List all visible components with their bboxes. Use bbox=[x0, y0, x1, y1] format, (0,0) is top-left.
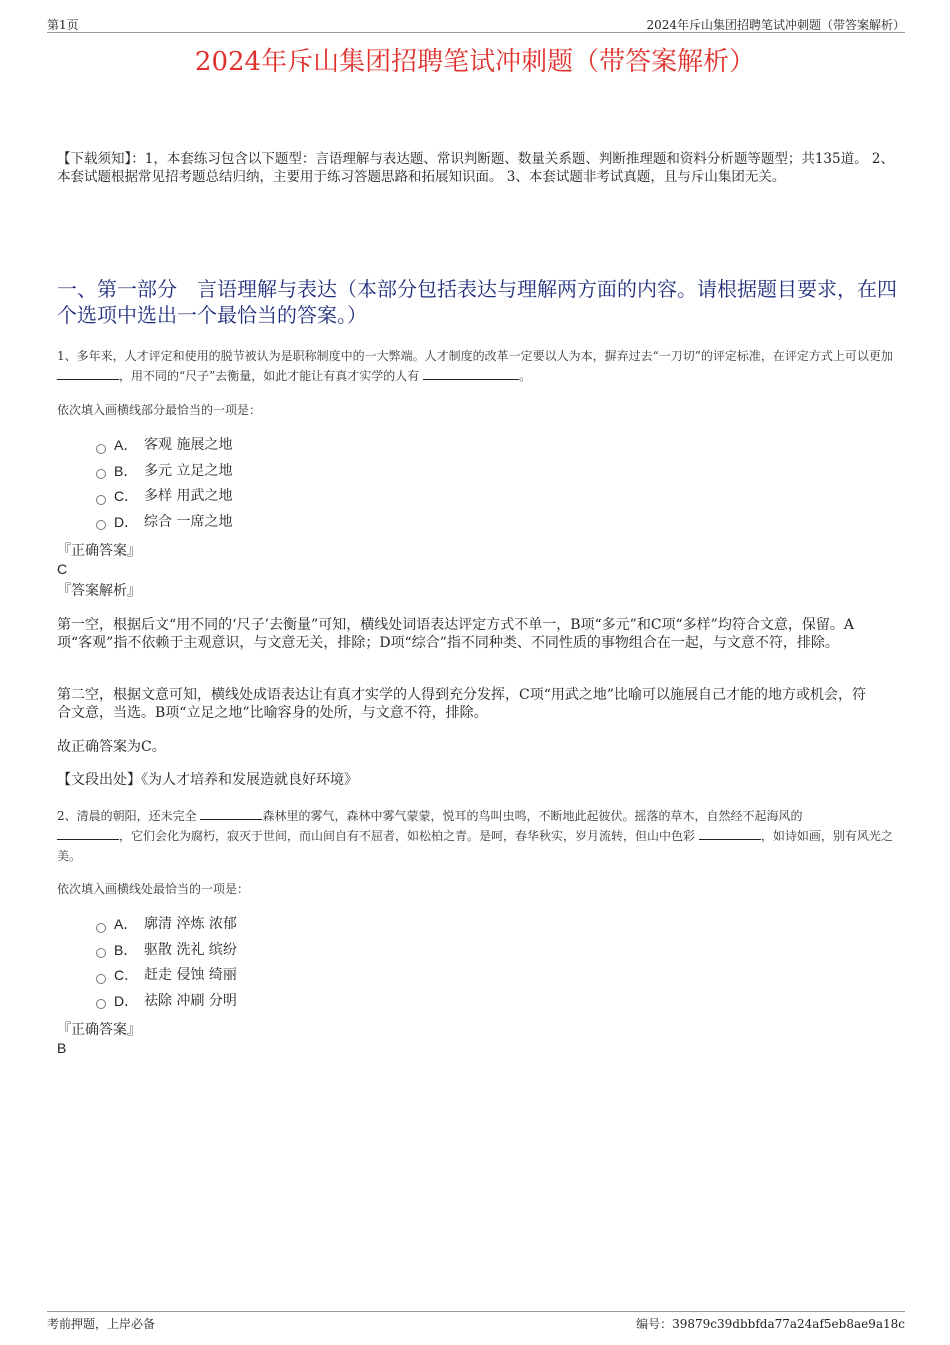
download-notice: 【下载须知】：1，本套练习包含以下题型：言语理解与表达题、常识判断题、数量关系题、判断推理题和资料分析题等题型；共135道。 2、本套试题根据常见招考题总结归纳，主要用于练习答题思路和拓展知识面。 3、本套试题非考试真题，且与斥山集团无关。 bbox=[57, 151, 894, 185]
correct-answer-label: 『正确答案』 bbox=[57, 1022, 141, 1038]
question-2-options bbox=[96, 912, 237, 1014]
option-d[interactable]: D． 祛除 冲刷 分明 bbox=[96, 989, 237, 1015]
radio-icon[interactable] bbox=[96, 469, 106, 479]
footer-doc-id: 编号：39879c39dbbfda77a24af5eb8ae9a18c bbox=[636, 1317, 905, 1331]
blank-2 bbox=[423, 367, 519, 380]
analysis-paragraph-2: 第二空，根据文意可知，横线处成语表达让有真才实学的人得到充分发挥，C项“用武之地”比喻可以施展自己才能的地方或机会，符合文意，当选。B项“立足之地”比喻容身的处所，与文意不符，排除。 bbox=[57, 687, 867, 721]
option-b[interactable]: B． 多元 立足之地 bbox=[96, 459, 232, 485]
question-1-options bbox=[96, 433, 232, 535]
blank-1 bbox=[57, 367, 119, 380]
correct-answer: B bbox=[57, 1040, 67, 1056]
radio-icon[interactable] bbox=[96, 520, 106, 530]
footer-slogan: 考前押题，上岸必备 bbox=[47, 1317, 156, 1331]
radio-icon[interactable] bbox=[96, 948, 106, 958]
page-header bbox=[47, 14, 905, 33]
question-2-prompt: 依次填入画横线处最恰当的一项是： bbox=[57, 882, 250, 896]
correct-answer-label: 『正确答案』 bbox=[57, 543, 141, 559]
question-1-prompt: 依次填入画横线部分最恰当的一项是： bbox=[57, 403, 262, 417]
option-a[interactable]: A． 廓清 淬炼 浓郁 bbox=[96, 912, 237, 938]
blank-2 bbox=[57, 827, 119, 840]
text-source: 【文段出处】《为人才培养和发展造就良好环境》 bbox=[57, 772, 358, 788]
option-a[interactable]: A． 客观 施展之地 bbox=[96, 433, 232, 459]
page-number: 第1页 bbox=[47, 18, 79, 32]
question-2-text: 2、清晨的朝阳，还未完全 森林里的雾气，森林中雾气蒙蒙，悦耳的鸟叫虫鸣，不断地此起彼伏。摇落的草木，自然经不起海风的 ，它们会化为腐朽，寂灭于世间，而山间自有不屈者，如松柏之青。是呵，春华秋实，岁月流转，但山中色彩 ，如诗如画，别有风光之美。 bbox=[57, 809, 893, 863]
document-title: 2024年斥山集团招聘笔试冲刺题（带答案解析） bbox=[194, 47, 756, 77]
header-doc-title: 2024年斥山集团招聘笔试冲刺题（带答案解析） bbox=[646, 18, 905, 32]
radio-icon[interactable] bbox=[96, 974, 106, 984]
analysis-conclusion: 故正确答案为C。 bbox=[57, 739, 166, 755]
blank-3 bbox=[699, 827, 761, 840]
radio-icon[interactable] bbox=[96, 999, 106, 1009]
correct-answer: C bbox=[57, 561, 68, 577]
radio-icon[interactable] bbox=[96, 444, 106, 454]
question-1-text: 1、多年来，人才评定和使用的脱节被认为是职称制度中的一大弊端。人才制度的改革一定要以人为本，摒弃过去“一刀切”的评定标准，在评定方式上可以更加 ，用不同的“尺子”去衡量，如此才能让有真才实学的人有 。 bbox=[57, 349, 893, 383]
option-b[interactable]: B． 驱散 洗礼 缤纷 bbox=[96, 938, 237, 964]
analysis-paragraph-1: 第一空，根据后文“用不同的‘尺子’去衡量”可知，横线处词语表达评定方式不单一，B项“多元”和C项“多样”均符合文意，保留。A项“客观”指不依赖于主观意识，与文意无关，排除；D项“综合”指不同种类、不同性质的事物组合在一起，与文意不符，排除。 bbox=[57, 617, 854, 651]
option-d[interactable]: D． 综合 一席之地 bbox=[96, 510, 232, 536]
blank-1 bbox=[200, 807, 262, 820]
option-c[interactable]: C． 多样 用武之地 bbox=[96, 484, 232, 510]
page-footer bbox=[47, 1311, 905, 1331]
radio-icon[interactable] bbox=[96, 923, 106, 933]
radio-icon[interactable] bbox=[96, 495, 106, 505]
option-c[interactable]: C． 赶走 侵蚀 绮丽 bbox=[96, 963, 237, 989]
analysis-label: 『答案解析』 bbox=[57, 583, 141, 599]
section-heading: 一、第一部分 言语理解与表达（本部分包括表达与理解两方面的内容。请根据题目要求，在四个选项中选出一个最恰当的答案。） bbox=[57, 277, 897, 327]
